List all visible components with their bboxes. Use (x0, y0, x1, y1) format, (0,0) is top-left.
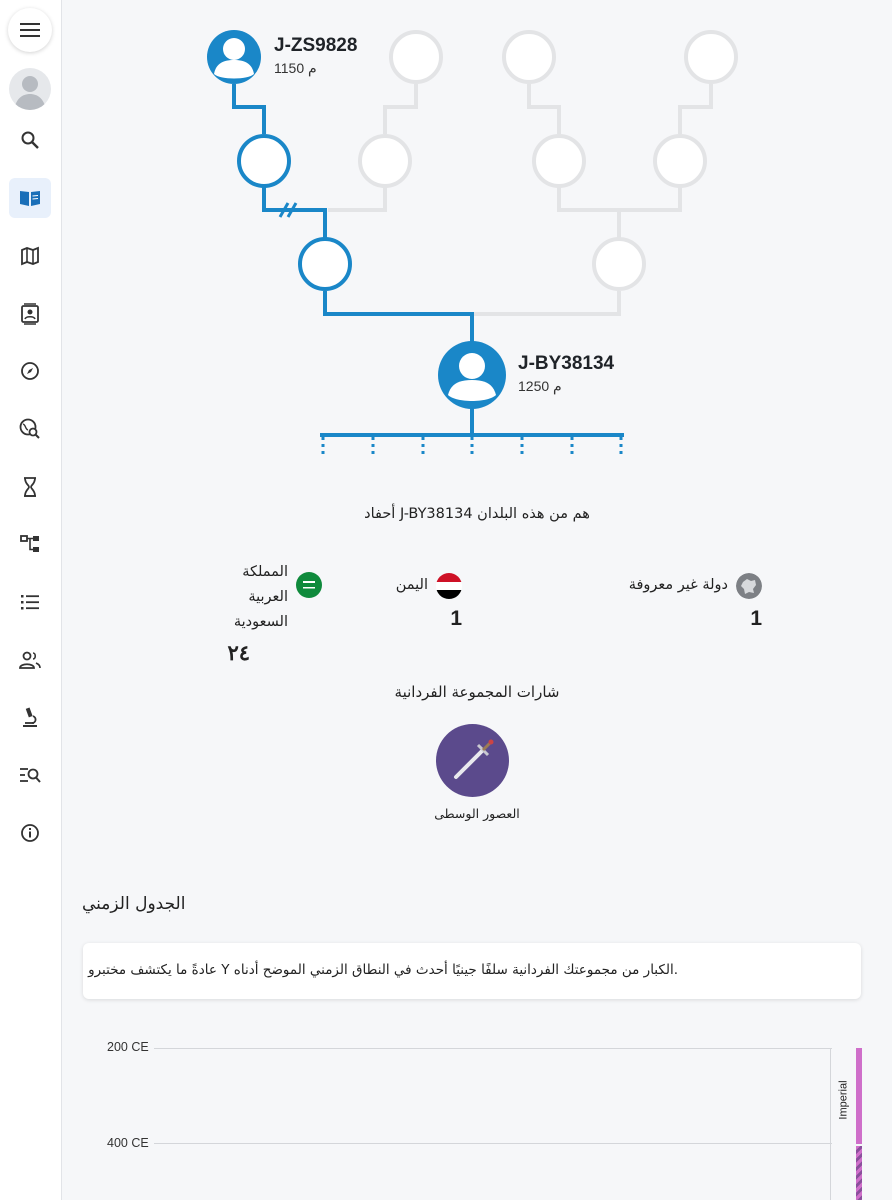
badges-heading: شارات المجموعة الفردانية (394, 683, 560, 701)
map-icon (20, 246, 40, 266)
nav-people[interactable] (9, 640, 51, 680)
user-avatar[interactable] (9, 68, 51, 110)
tree-node-lineage[interactable] (239, 136, 289, 186)
timeline-gridline (154, 1143, 832, 1144)
info-icon (20, 823, 40, 843)
nav-globe-search[interactable] (9, 409, 51, 449)
timeline-note-card (83, 943, 861, 999)
timeline-note: .الكبار من مجموعتك الفردانية سلفًا جينيًا أحدث في النطاق الزمني الموضح أدناه Y عادةً ما يكتشف مختبرو (88, 962, 678, 978)
menu-button[interactable] (8, 8, 52, 52)
nav-hourglass[interactable] (9, 467, 51, 507)
country-item (362, 573, 462, 631)
nav-list[interactable] (9, 582, 51, 622)
ancestor-haplogroup[interactable]: J-ZS9828 (274, 35, 358, 56)
search-icon (20, 130, 40, 150)
tree-node-empty (686, 32, 736, 82)
ancestor-label (274, 35, 357, 77)
main-content (62, 0, 892, 1200)
yemen-flag-icon (436, 573, 462, 599)
sword-icon (436, 724, 509, 797)
nav-book[interactable] (9, 178, 51, 218)
timeline-gridline (154, 1048, 832, 1049)
country-name: اليمن (395, 577, 428, 593)
saudi-flag-icon (296, 572, 322, 598)
tree-node-empty (391, 32, 441, 82)
timeline-axis-label: 200 CE (107, 1040, 149, 1054)
country-item (582, 573, 762, 631)
current-haplogroup[interactable]: J-BY38134 (518, 353, 615, 374)
tree-node-empty (534, 136, 584, 186)
tree-node-empty (360, 136, 410, 186)
hamburger-icon (20, 22, 40, 38)
country-item (192, 560, 322, 666)
era-label-box (837, 1068, 851, 1132)
timeline-title: الجدول الزمني (82, 894, 186, 914)
book-icon (19, 189, 41, 207)
country-count: 1 (450, 607, 462, 630)
current-label (518, 353, 614, 395)
era-label: Imperial (838, 1080, 850, 1120)
hourglass-icon (22, 477, 38, 497)
era-column-divider (830, 1048, 831, 1200)
profile-card-icon (20, 303, 40, 325)
ancestor-year: م 1150 (274, 60, 317, 76)
haplogroup-tree (62, 0, 892, 470)
list-search-icon (19, 766, 41, 784)
tree-structure-icon (20, 534, 40, 554)
country-count: ٢٤ (227, 642, 250, 665)
user-icon (9, 68, 51, 110)
nav-info[interactable] (9, 813, 51, 853)
country-name: المملكة العربية السعودية (233, 564, 288, 630)
nav-tree-structure[interactable] (9, 524, 51, 564)
timeline-axis-label: 400 CE (107, 1136, 149, 1150)
people-icon (19, 651, 41, 669)
list-icon (20, 593, 40, 611)
nav-microscope[interactable] (9, 697, 51, 737)
era-bar (856, 1048, 862, 1144)
compass-icon (20, 361, 40, 381)
nav-list-search[interactable] (9, 755, 51, 795)
country-count: 1 (750, 607, 762, 630)
sidebar (0, 0, 62, 1200)
badge-medieval[interactable] (436, 724, 509, 797)
era-bar-striped (856, 1146, 862, 1200)
nav-search[interactable] (9, 120, 51, 160)
current-node-icon[interactable] (438, 341, 506, 409)
tree-node-lineage[interactable] (300, 239, 350, 289)
nav-map[interactable] (9, 236, 51, 276)
country-name: دولة غير معروفة (628, 577, 728, 593)
tree-node-empty (655, 136, 705, 186)
microscope-icon (21, 707, 39, 727)
nav-compass[interactable] (9, 351, 51, 391)
tree-node-empty (594, 239, 644, 289)
current-year: م 1250 (518, 378, 562, 394)
tree-node-empty (504, 32, 554, 82)
globe-search-icon (19, 418, 41, 440)
nav-profile-card[interactable] (9, 294, 51, 334)
ancestor-node-icon[interactable] (207, 30, 261, 84)
unknown-country-flag-icon (736, 573, 762, 599)
badge-label: العصور الوسطى (434, 806, 520, 821)
descendants-heading: هم من هذه البلدان J-BY38134 أحفاد (364, 506, 590, 522)
